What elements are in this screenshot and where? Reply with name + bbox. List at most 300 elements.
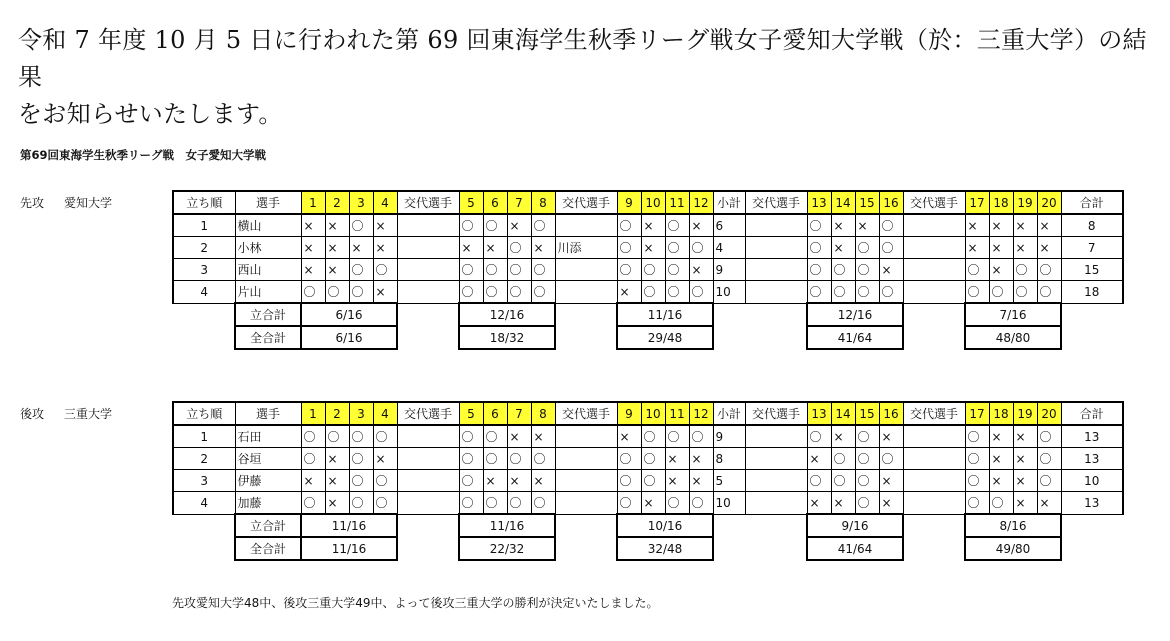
hit-mark: × bbox=[325, 448, 349, 470]
header-round: 4 bbox=[373, 191, 397, 214]
player-subtotal: 8 bbox=[713, 448, 745, 470]
hit-mark: × bbox=[831, 214, 855, 237]
hit-mark: × bbox=[325, 470, 349, 492]
hit-mark: × bbox=[641, 214, 665, 237]
hit-mark: 〇 bbox=[807, 259, 831, 281]
substitute-cell bbox=[555, 470, 617, 492]
hit-mark: 〇 bbox=[349, 259, 373, 281]
header-round: 18 bbox=[989, 402, 1013, 425]
hit-mark: × bbox=[879, 259, 903, 281]
hit-mark: × bbox=[483, 237, 507, 259]
substitute-cell bbox=[745, 259, 807, 281]
hit-mark: 〇 bbox=[665, 259, 689, 281]
spacer bbox=[555, 514, 617, 537]
hit-mark: 〇 bbox=[855, 237, 879, 259]
hit-mark: 〇 bbox=[459, 259, 483, 281]
hit-mark: × bbox=[325, 259, 349, 281]
hit-mark: 〇 bbox=[373, 470, 397, 492]
hit-mark: 〇 bbox=[1013, 281, 1037, 304]
hit-mark: × bbox=[689, 448, 713, 470]
hit-mark: 〇 bbox=[831, 448, 855, 470]
substitute-cell bbox=[555, 281, 617, 304]
header-round: 12 bbox=[689, 191, 713, 214]
hit-mark: 〇 bbox=[689, 492, 713, 515]
hit-mark: × bbox=[807, 492, 831, 515]
header-player: 選手 bbox=[235, 402, 301, 425]
hit-mark: 〇 bbox=[507, 259, 531, 281]
hit-mark: 〇 bbox=[301, 281, 325, 304]
header-round: 6 bbox=[483, 191, 507, 214]
score-table-first-team bbox=[172, 190, 1124, 350]
round-total-value: 12/16 bbox=[459, 303, 555, 326]
hit-mark: × bbox=[689, 470, 713, 492]
header-substitute: 交代選手 bbox=[555, 402, 617, 425]
hit-mark: 〇 bbox=[689, 281, 713, 304]
header-round: 20 bbox=[1037, 191, 1061, 214]
header-round: 7 bbox=[507, 402, 531, 425]
hit-mark: × bbox=[531, 425, 555, 448]
hit-mark: × bbox=[301, 259, 325, 281]
grand-total-value: 41/64 bbox=[807, 537, 903, 560]
header-round: 19 bbox=[1013, 191, 1037, 214]
spacer bbox=[1061, 514, 1123, 537]
hit-mark: × bbox=[617, 425, 641, 448]
hit-mark: × bbox=[349, 237, 373, 259]
substitute-cell bbox=[555, 214, 617, 237]
hit-mark: 〇 bbox=[459, 470, 483, 492]
hit-mark: 〇 bbox=[689, 237, 713, 259]
header-round: 10 bbox=[641, 191, 665, 214]
substitute-cell bbox=[397, 214, 459, 237]
hit-mark: × bbox=[989, 470, 1013, 492]
hit-mark: 〇 bbox=[807, 237, 831, 259]
substitute-cell bbox=[555, 492, 617, 515]
spacer bbox=[713, 303, 745, 326]
hit-mark: 〇 bbox=[689, 425, 713, 448]
spacer bbox=[903, 303, 965, 326]
hit-mark: 〇 bbox=[459, 281, 483, 304]
intro-line-2: をお知らせいたします。 bbox=[18, 100, 283, 128]
team-side: 先攻 bbox=[20, 196, 45, 210]
hit-mark: 〇 bbox=[373, 492, 397, 515]
hit-mark: 〇 bbox=[531, 448, 555, 470]
hit-mark: 〇 bbox=[855, 281, 879, 304]
spacer bbox=[397, 303, 459, 326]
hit-mark: 〇 bbox=[325, 281, 349, 304]
hit-mark: × bbox=[1013, 237, 1037, 259]
hit-mark: × bbox=[483, 470, 507, 492]
spacer bbox=[713, 326, 745, 349]
substitute-cell bbox=[745, 448, 807, 470]
hit-mark: × bbox=[301, 470, 325, 492]
spacer bbox=[903, 326, 965, 349]
player-total: 8 bbox=[1061, 214, 1123, 237]
header-subtotal: 小計 bbox=[713, 402, 745, 425]
spacer bbox=[173, 303, 235, 326]
hit-mark: × bbox=[373, 214, 397, 237]
player-name: 加藤 bbox=[235, 492, 301, 515]
hit-mark: 〇 bbox=[617, 214, 641, 237]
header-round: 8 bbox=[531, 191, 555, 214]
substitute-cell bbox=[745, 492, 807, 515]
header-round: 3 bbox=[349, 191, 373, 214]
hit-mark: 〇 bbox=[831, 259, 855, 281]
hit-mark: × bbox=[301, 237, 325, 259]
hit-mark: 〇 bbox=[1037, 470, 1061, 492]
grand-total-label: 全合計 bbox=[235, 537, 301, 560]
grand-total-value: 48/80 bbox=[965, 326, 1061, 349]
hit-mark: × bbox=[1037, 214, 1061, 237]
header-round: 15 bbox=[855, 402, 879, 425]
player-order: 2 bbox=[173, 448, 235, 470]
hit-mark: 〇 bbox=[641, 470, 665, 492]
header-round: 13 bbox=[807, 402, 831, 425]
player-subtotal: 4 bbox=[713, 237, 745, 259]
hit-mark: × bbox=[689, 259, 713, 281]
header-round: 17 bbox=[965, 191, 989, 214]
player-name: 谷垣 bbox=[235, 448, 301, 470]
substitute-cell bbox=[555, 448, 617, 470]
header-round: 1 bbox=[301, 402, 325, 425]
spacer bbox=[1061, 326, 1123, 349]
hit-mark: × bbox=[325, 237, 349, 259]
header-player: 選手 bbox=[235, 191, 301, 214]
substitute-cell bbox=[555, 425, 617, 448]
header-substitute: 交代選手 bbox=[397, 402, 459, 425]
spacer bbox=[555, 326, 617, 349]
hit-mark: × bbox=[617, 281, 641, 304]
player-order: 3 bbox=[173, 470, 235, 492]
substitute-cell bbox=[745, 470, 807, 492]
round-total-label: 立合計 bbox=[235, 303, 301, 326]
grand-total-value: 11/16 bbox=[301, 537, 397, 560]
result-summary: 先攻愛知大学48中、後攻三重大学49中、よって後攻三重大学の勝利が決定いたしました。 bbox=[172, 596, 659, 610]
team-side: 後攻 bbox=[20, 407, 45, 421]
hit-mark: 〇 bbox=[617, 492, 641, 515]
header-round: 12 bbox=[689, 402, 713, 425]
round-total-value: 8/16 bbox=[965, 514, 1061, 537]
hit-mark: 〇 bbox=[989, 492, 1013, 515]
hit-mark: 〇 bbox=[965, 492, 989, 515]
substitute-cell bbox=[903, 281, 965, 304]
hit-mark: 〇 bbox=[855, 470, 879, 492]
substitute-cell bbox=[397, 470, 459, 492]
player-total: 13 bbox=[1061, 448, 1123, 470]
hit-mark: × bbox=[1013, 448, 1037, 470]
substitute-cell bbox=[745, 237, 807, 259]
header-round: 9 bbox=[617, 402, 641, 425]
spacer bbox=[903, 514, 965, 537]
spacer bbox=[173, 326, 235, 349]
header-substitute: 交代選手 bbox=[555, 191, 617, 214]
header-substitute: 交代選手 bbox=[903, 191, 965, 214]
round-total-value: 11/16 bbox=[459, 514, 555, 537]
header-round: 7 bbox=[507, 191, 531, 214]
player-name: 片山 bbox=[235, 281, 301, 304]
hit-mark: 〇 bbox=[301, 448, 325, 470]
player-name: 小林 bbox=[235, 237, 301, 259]
player-total: 18 bbox=[1061, 281, 1123, 304]
header-order: 立ち順 bbox=[173, 191, 235, 214]
hit-mark: 〇 bbox=[349, 214, 373, 237]
spacer bbox=[1061, 303, 1123, 326]
substitute-cell bbox=[903, 259, 965, 281]
hit-mark: × bbox=[325, 214, 349, 237]
hit-mark: 〇 bbox=[483, 448, 507, 470]
hit-mark: 〇 bbox=[531, 214, 555, 237]
header-round: 5 bbox=[459, 402, 483, 425]
hit-mark: 〇 bbox=[965, 281, 989, 304]
header-total: 合計 bbox=[1061, 191, 1123, 214]
header-subtotal: 小計 bbox=[713, 191, 745, 214]
hit-mark: × bbox=[507, 470, 531, 492]
hit-mark: × bbox=[531, 237, 555, 259]
player-total: 7 bbox=[1061, 237, 1123, 259]
header-round: 14 bbox=[831, 402, 855, 425]
player-order: 4 bbox=[173, 281, 235, 304]
substitute-cell bbox=[903, 448, 965, 470]
header-round: 18 bbox=[989, 191, 1013, 214]
header-round: 3 bbox=[349, 402, 373, 425]
grand-total-value: 18/32 bbox=[459, 326, 555, 349]
round-total-value: 6/16 bbox=[301, 303, 397, 326]
hit-mark: 〇 bbox=[641, 259, 665, 281]
round-total-value: 9/16 bbox=[807, 514, 903, 537]
hit-mark: 〇 bbox=[665, 237, 689, 259]
substitute-cell bbox=[397, 492, 459, 515]
grand-total-value: 22/32 bbox=[459, 537, 555, 560]
hit-mark: 〇 bbox=[855, 448, 879, 470]
hit-mark: 〇 bbox=[807, 425, 831, 448]
header-round: 11 bbox=[665, 402, 689, 425]
hit-mark: × bbox=[689, 214, 713, 237]
substitute-cell bbox=[397, 448, 459, 470]
hit-mark: × bbox=[831, 492, 855, 515]
header-round: 16 bbox=[879, 402, 903, 425]
hit-mark: 〇 bbox=[459, 492, 483, 515]
hit-mark: 〇 bbox=[1037, 281, 1061, 304]
hit-mark: 〇 bbox=[531, 259, 555, 281]
grand-total-label: 全合計 bbox=[235, 326, 301, 349]
header-round: 17 bbox=[965, 402, 989, 425]
spacer bbox=[555, 537, 617, 560]
hit-mark: × bbox=[831, 237, 855, 259]
hit-mark: 〇 bbox=[965, 448, 989, 470]
hit-mark: 〇 bbox=[665, 425, 689, 448]
round-total-value: 10/16 bbox=[617, 514, 713, 537]
spacer bbox=[745, 326, 807, 349]
player-subtotal: 5 bbox=[713, 470, 745, 492]
hit-mark: 〇 bbox=[459, 425, 483, 448]
hit-mark: 〇 bbox=[349, 448, 373, 470]
player-subtotal: 10 bbox=[713, 492, 745, 515]
hit-mark: × bbox=[989, 425, 1013, 448]
hit-mark: 〇 bbox=[483, 492, 507, 515]
hit-mark: 〇 bbox=[879, 281, 903, 304]
substitute-cell bbox=[903, 237, 965, 259]
substitute-cell bbox=[397, 281, 459, 304]
header-substitute: 交代選手 bbox=[745, 191, 807, 214]
hit-mark: × bbox=[373, 448, 397, 470]
hit-mark: 〇 bbox=[965, 425, 989, 448]
hit-mark: × bbox=[879, 492, 903, 515]
hit-mark: 〇 bbox=[641, 281, 665, 304]
hit-mark: 〇 bbox=[507, 237, 531, 259]
hit-mark: 〇 bbox=[531, 281, 555, 304]
hit-mark: 〇 bbox=[807, 470, 831, 492]
hit-mark: 〇 bbox=[965, 259, 989, 281]
header-round: 1 bbox=[301, 191, 325, 214]
header-substitute: 交代選手 bbox=[903, 402, 965, 425]
hit-mark: 〇 bbox=[855, 425, 879, 448]
header-round: 4 bbox=[373, 402, 397, 425]
header-round: 5 bbox=[459, 191, 483, 214]
intro-line-1: 令和 7 年度 10 月 5 日に行われた第 69 回東海学生秋季リーグ戦女子愛知大学戦（於：三重大学）の結果 bbox=[18, 26, 1147, 91]
hit-mark: 〇 bbox=[665, 281, 689, 304]
spacer bbox=[555, 303, 617, 326]
player-order: 3 bbox=[173, 259, 235, 281]
spacer bbox=[173, 537, 235, 560]
player-subtotal: 9 bbox=[713, 425, 745, 448]
hit-mark: 〇 bbox=[1037, 259, 1061, 281]
player-name: 西山 bbox=[235, 259, 301, 281]
hit-mark: 〇 bbox=[1037, 448, 1061, 470]
hit-mark: × bbox=[989, 237, 1013, 259]
player-subtotal: 9 bbox=[713, 259, 745, 281]
grand-total-value: 49/80 bbox=[965, 537, 1061, 560]
spacer bbox=[745, 537, 807, 560]
hit-mark: × bbox=[641, 492, 665, 515]
hit-mark: 〇 bbox=[879, 214, 903, 237]
substitute-cell bbox=[745, 425, 807, 448]
hit-mark: 〇 bbox=[989, 281, 1013, 304]
substitute-cell: 川添 bbox=[555, 237, 617, 259]
player-order: 4 bbox=[173, 492, 235, 515]
hit-mark: × bbox=[1013, 470, 1037, 492]
substitute-cell bbox=[903, 470, 965, 492]
team-name: 愛知大学 bbox=[64, 196, 113, 210]
header-round: 16 bbox=[879, 191, 903, 214]
hit-mark: 〇 bbox=[617, 470, 641, 492]
player-total: 15 bbox=[1061, 259, 1123, 281]
hit-mark: 〇 bbox=[373, 425, 397, 448]
team-label-first bbox=[20, 194, 112, 211]
header-round: 15 bbox=[855, 191, 879, 214]
hit-mark: 〇 bbox=[483, 214, 507, 237]
hit-mark: 〇 bbox=[349, 281, 373, 304]
spacer bbox=[397, 326, 459, 349]
hit-mark: 〇 bbox=[807, 214, 831, 237]
player-name: 伊藤 bbox=[235, 470, 301, 492]
substitute-cell bbox=[903, 214, 965, 237]
header-round: 20 bbox=[1037, 402, 1061, 425]
hit-mark: × bbox=[459, 237, 483, 259]
hit-mark: 〇 bbox=[617, 237, 641, 259]
grand-total-value: 6/16 bbox=[301, 326, 397, 349]
hit-mark: 〇 bbox=[507, 448, 531, 470]
substitute-cell bbox=[397, 425, 459, 448]
hit-mark: × bbox=[665, 448, 689, 470]
round-total-value: 7/16 bbox=[965, 303, 1061, 326]
hit-mark: × bbox=[989, 214, 1013, 237]
hit-mark: 〇 bbox=[831, 470, 855, 492]
hit-mark: 〇 bbox=[665, 492, 689, 515]
hit-mark: × bbox=[1013, 492, 1037, 515]
hit-mark: × bbox=[989, 448, 1013, 470]
hit-mark: × bbox=[1013, 425, 1037, 448]
grand-total-value: 41/64 bbox=[807, 326, 903, 349]
header-substitute: 交代選手 bbox=[397, 191, 459, 214]
player-total: 10 bbox=[1061, 470, 1123, 492]
hit-mark: × bbox=[1037, 492, 1061, 515]
hit-mark: 〇 bbox=[1013, 259, 1037, 281]
player-subtotal: 6 bbox=[713, 214, 745, 237]
hit-mark: × bbox=[831, 425, 855, 448]
hit-mark: × bbox=[989, 259, 1013, 281]
hit-mark: 〇 bbox=[531, 492, 555, 515]
hit-mark: 〇 bbox=[617, 448, 641, 470]
intro-text bbox=[18, 22, 1158, 133]
header-round: 2 bbox=[325, 191, 349, 214]
header-round: 9 bbox=[617, 191, 641, 214]
player-order: 2 bbox=[173, 237, 235, 259]
header-round: 11 bbox=[665, 191, 689, 214]
hit-mark: 〇 bbox=[965, 470, 989, 492]
hit-mark: × bbox=[325, 492, 349, 515]
hit-mark: × bbox=[507, 214, 531, 237]
grand-total-value: 29/48 bbox=[617, 326, 713, 349]
hit-mark: × bbox=[965, 214, 989, 237]
hit-mark: 〇 bbox=[459, 448, 483, 470]
header-round: 8 bbox=[531, 402, 555, 425]
header-round: 14 bbox=[831, 191, 855, 214]
header-round: 6 bbox=[483, 402, 507, 425]
hit-mark: 〇 bbox=[665, 214, 689, 237]
substitute-cell bbox=[555, 259, 617, 281]
player-order: 1 bbox=[173, 214, 235, 237]
hit-mark: 〇 bbox=[349, 425, 373, 448]
spacer bbox=[745, 514, 807, 537]
hit-mark: × bbox=[1013, 214, 1037, 237]
score-table-second-team bbox=[172, 401, 1124, 561]
hit-mark: × bbox=[879, 470, 903, 492]
substitute-cell bbox=[745, 281, 807, 304]
spacer bbox=[397, 514, 459, 537]
hit-mark: 〇 bbox=[617, 259, 641, 281]
header-total: 合計 bbox=[1061, 402, 1123, 425]
substitute-cell bbox=[397, 237, 459, 259]
hit-mark: × bbox=[855, 214, 879, 237]
hit-mark: 〇 bbox=[855, 492, 879, 515]
round-total-label: 立合計 bbox=[235, 514, 301, 537]
substitute-cell bbox=[903, 425, 965, 448]
hit-mark: 〇 bbox=[855, 259, 879, 281]
hit-mark: × bbox=[531, 470, 555, 492]
hit-mark: × bbox=[1037, 237, 1061, 259]
hit-mark: 〇 bbox=[1037, 425, 1061, 448]
hit-mark: 〇 bbox=[483, 259, 507, 281]
hit-mark: 〇 bbox=[831, 281, 855, 304]
hit-mark: 〇 bbox=[483, 425, 507, 448]
hit-mark: 〇 bbox=[641, 448, 665, 470]
hit-mark: 〇 bbox=[301, 425, 325, 448]
hit-mark: 〇 bbox=[483, 281, 507, 304]
substitute-cell bbox=[745, 214, 807, 237]
header-round: 13 bbox=[807, 191, 831, 214]
hit-mark: 〇 bbox=[459, 214, 483, 237]
player-subtotal: 10 bbox=[713, 281, 745, 304]
header-order: 立ち順 bbox=[173, 402, 235, 425]
